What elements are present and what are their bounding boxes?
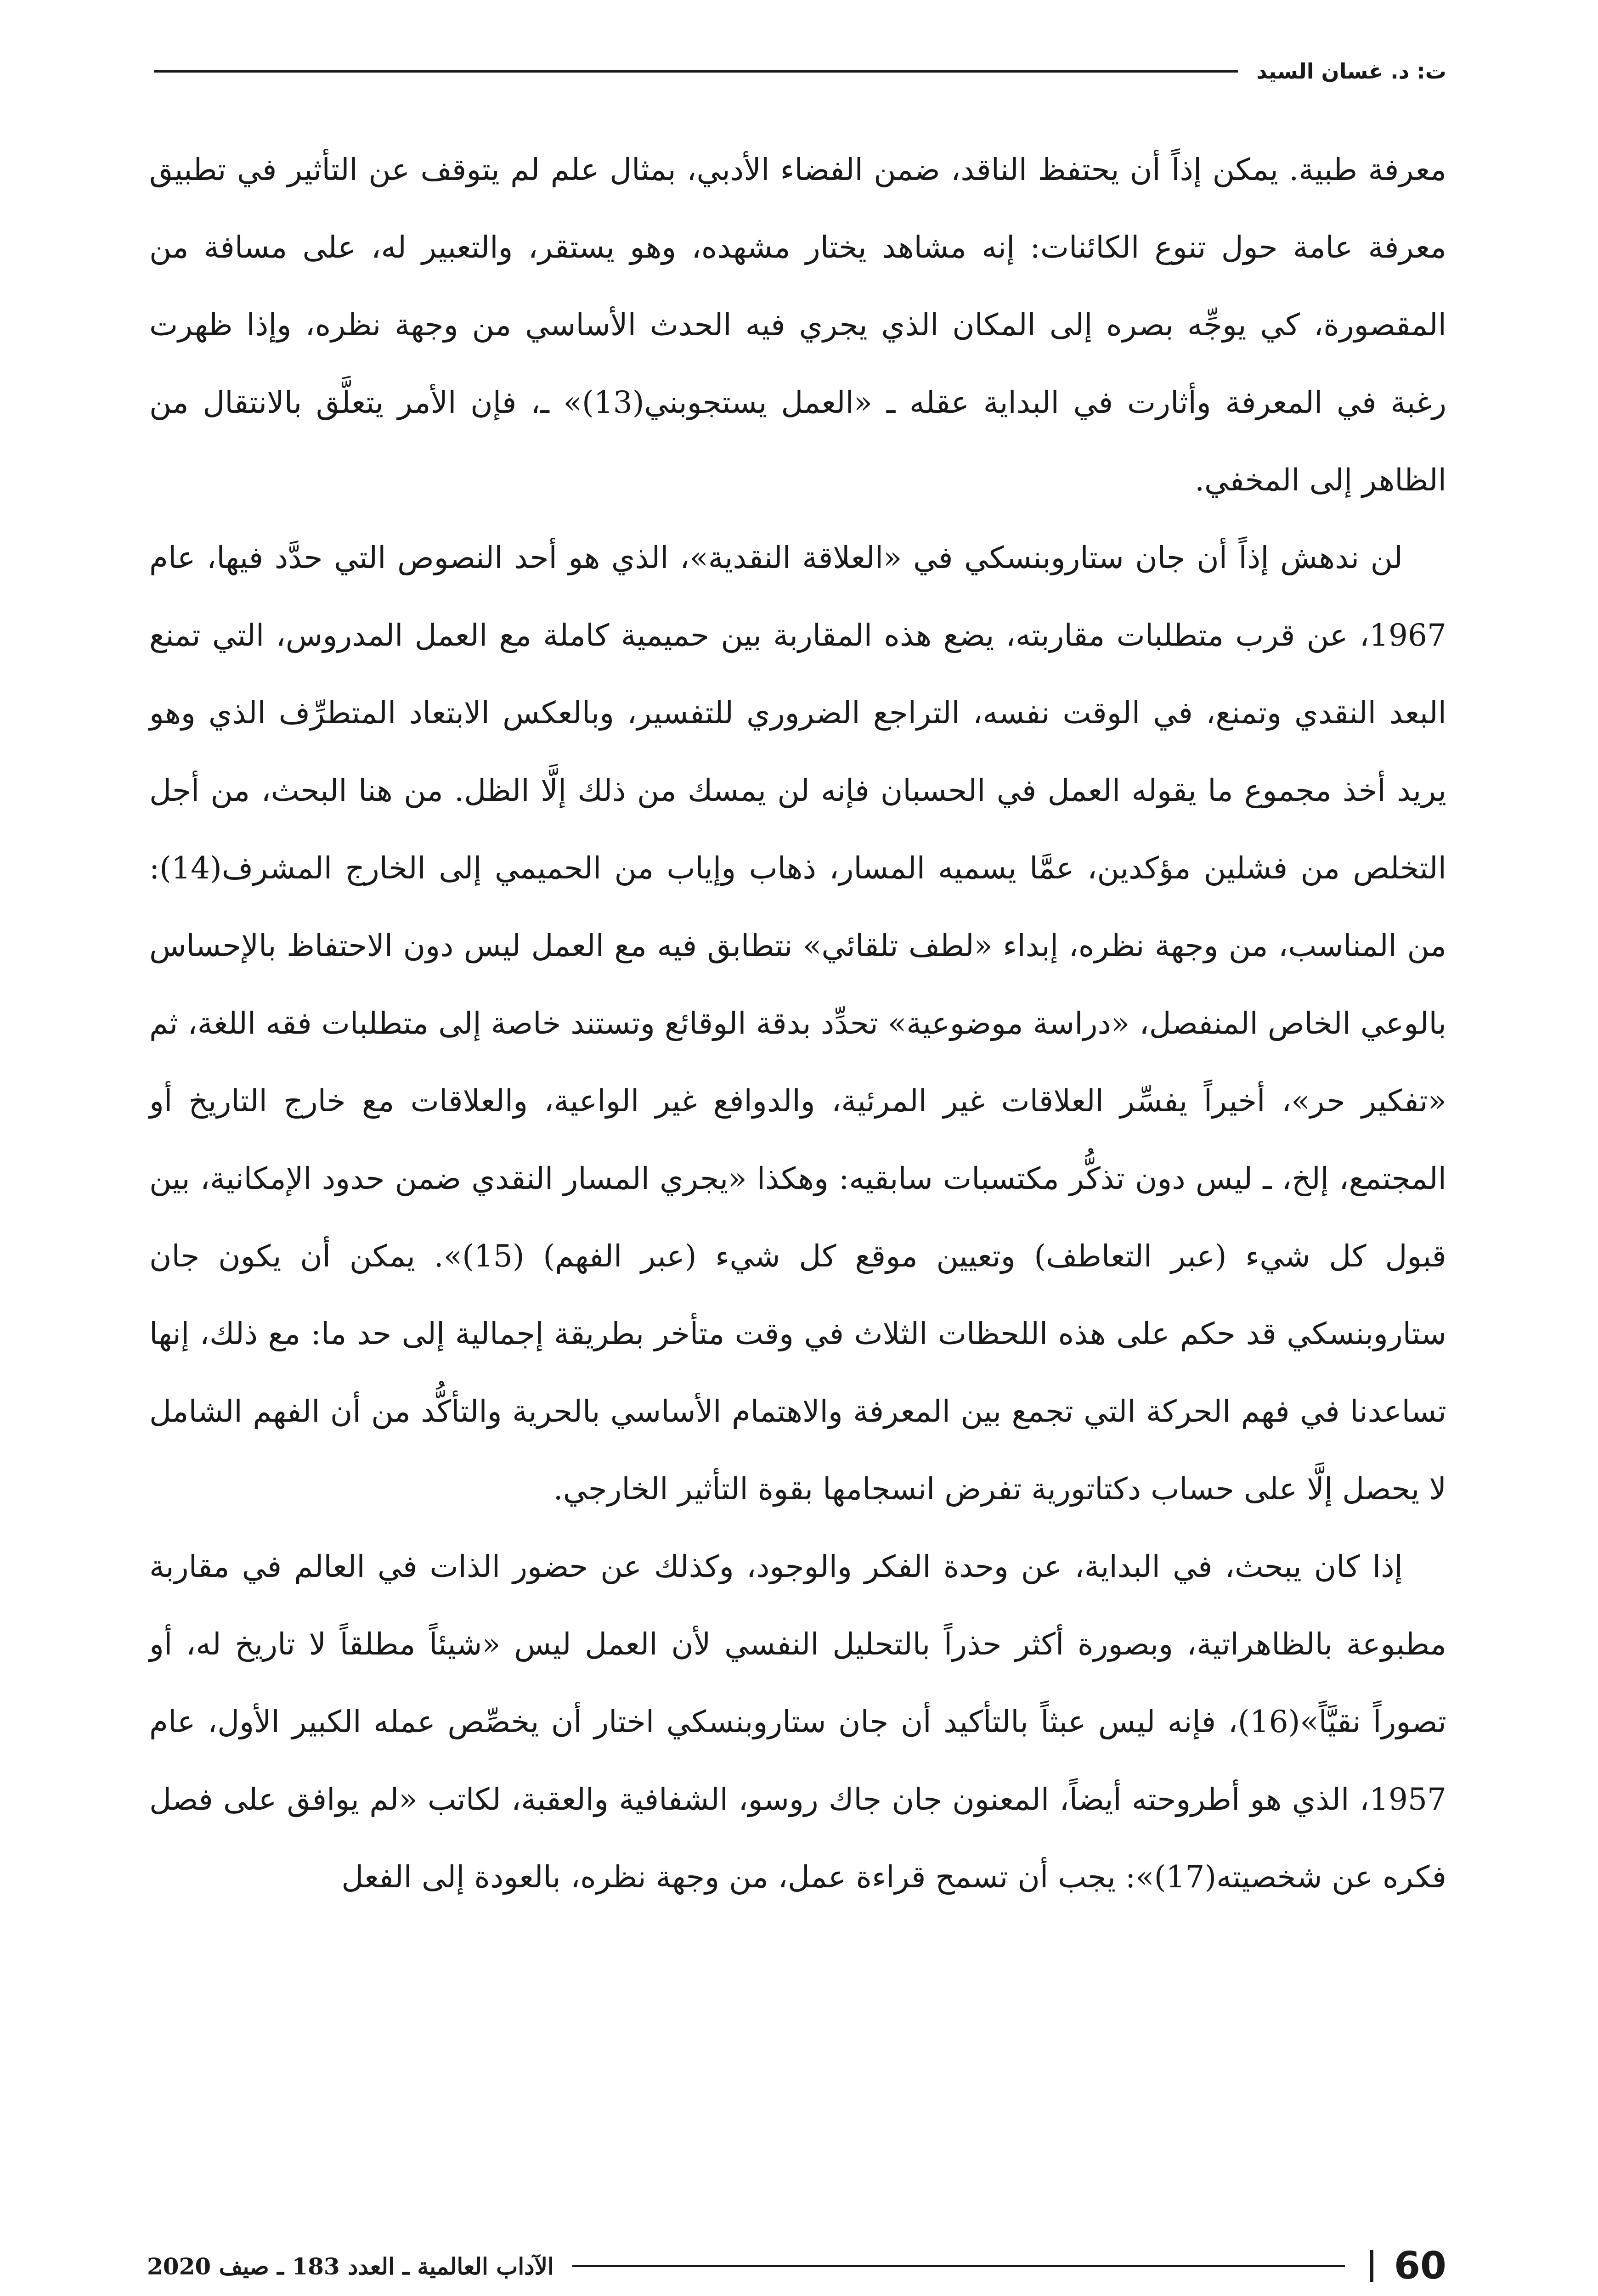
footer-separator-bar xyxy=(1370,2250,1373,2282)
page-number: 60 xyxy=(1394,2244,1446,2288)
paragraph-3: إذا كان يبحث، في البداية، عن وحدة الفكر والوجود، وكذلك عن حضور الذات في العالم في مقاربة مطبوعة بالظاهراتية، وبصورة أكثر حذراً بالتحليل النفسي لأن العمل ليس «شيئاً مطلقاً لا تاريخ له، أو تصوراً نقيَّاً»(16)، فإنه ليس عبثاً بالتأكيد أن جان ستاروبنسكي اختار أن يخصِّص عمله الكبير الأول، عام 1957، الذي هو أطروحته أيضاً، المعنون جان جاك روسو، الشفافية والعقبة، لكاتب «لم يوافق على فصل فكره عن شخصيته(17)»: يجب أن تسمح قراءة عمل، من وجهة نظره، بالعودة إلى الفعل xyxy=(149,1549,1446,1895)
header-rule xyxy=(154,70,1238,73)
paragraph-1: معرفة طبية. يمكن إذاً أن يحتفظ الناقد، ضمن الفضاء الأدبي، بمثال علم لم يتوقف عن التأثير في تطبيق معرفة عامة حول تنوع الكائنات: إنه مشاهد يختار مشهده، وهو يستقر، والتعبير له، على مسافة من المقصورة، كي يوجِّه بصره إلى المكان الذي يجري فيه الحدث الأساسي من وجهة نظره، وإذا ظهرت رغبة في المعرفة وأثارت في البداية عقله ـ «العمل يستجوبني(13)» ـ، فإن الأمر يتعلَّق بالانتقال من الظاهر إلى المخفي. xyxy=(149,152,1447,498)
article-body xyxy=(149,131,1446,1916)
page-footer xyxy=(147,2241,1446,2291)
journal-issue: الآداب العالمية ـ العدد 183 ـ صيف 2020 xyxy=(147,2252,554,2280)
paragraph-2: لن ندهش إذاً أن جان ستاروبنسكي في «العلاقة النقدية»، الذي هو أحد النصوص التي حدَّد فيها، عام 1967، عن قرب متطلبات مقاربته، يضع هذه المقاربة بين حميمية كاملة مع العمل المدروس، التي تمنع البعد النقدي وتمنع، في الوقت نفسه، التراجع الضروري للتفسير، وبالعكس الابتعاد المتطرِّف الذي وهو يريد أخذ مجموع ما يقوله العمل في الحسبان فإنه لن يمسك من ذلك إلَّا الظل. من هنا البحث، من أجل التخلص من فشلين مؤكدين، عمَّا يسميه المسار، ذهاب وإياب من الحميمي إلى الخارج المشرف(14): من المناسب، من وجهة نظره، إبداء «لطف تلقائي» نتطابق فيه مع العمل ليس دون الاحتفاظ بالإحساس بالوعي الخاص المنفصل، «دراسة موضوعية» تحدِّد بدقة الوقائع وتستند خاصة إلى متطلبات فقه اللغة، ثم «تفكير حر»، أخيراً يفسِّر العلاقات غير المرئية، والدوافع غير الواعية، والعلاقات مع خارج التاريخ أو المجتمع، إلخ، ـ ليس دون تذكُّر مكتسبات سابقيه: وهكذا «يجري المسار النقدي ضمن حدود الإمكانية، بين قبول كل شيء (عبر التعاطف) وتعيين موقع كل شيء (عبر الفهم) (15)». يمكن أن يكون جان ستاروبنسكي قد حكم على هذه اللحظات الثلاث في وقت متأخر بطريقة إجمالية إلى حد ما: مع ذلك، إنها تساعدنا في فهم الحركة التي تجمع بين المعرفة والاهتمام الأساسي بالحرية والتأكُّد من أن الفهم الشامل لا يحصل إلَّا على حساب دكتاتورية تفرض انسجامها بقوة التأثير الخارجي. xyxy=(149,540,1446,1507)
running-header xyxy=(154,51,1446,92)
header-author: ت: د. غسان السيد xyxy=(1256,59,1446,84)
footer-rule xyxy=(572,2265,1345,2267)
